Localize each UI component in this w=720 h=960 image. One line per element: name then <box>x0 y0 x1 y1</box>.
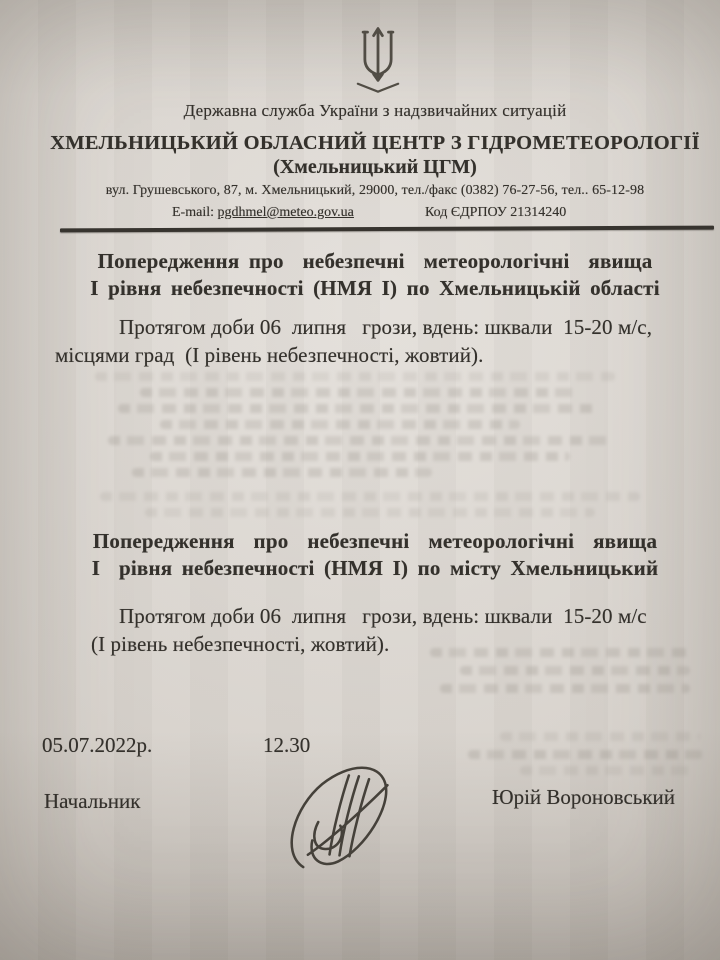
agency-name: Державна служба України з надзвичайних ситуацій <box>183 101 567 120</box>
signer-position: Начальник <box>44 789 141 813</box>
bleedthrough-line <box>150 452 570 461</box>
email-address: pgdhmel@meteo.gov.ua <box>217 205 354 220</box>
organization-address: вул. Грушевського, 87, м. Хмельницький, 29000, тел./факс (0382) 76-27-56, тел.. 65-12-98 <box>105 183 645 198</box>
oblast-warning-body-line2: місцями град (І рівень небезпечності, жовтий). <box>55 343 484 367</box>
organization-name: ХМЕЛЬНИЦЬКИЙ ОБЛАСНИЙ ЦЕНТР З ГІДРОМЕТЕОРОЛОГІЇ <box>50 132 700 154</box>
city-warning-heading-line1: Попередження про небезпечні метеорологічні явища <box>92 529 658 553</box>
oblast-warning-heading-line2: І рівня небезпечності (НМЯ І) по Хмельницькій області <box>90 276 660 300</box>
bleedthrough-line <box>95 372 615 381</box>
email-line <box>172 205 354 221</box>
bleedthrough-line <box>140 388 580 397</box>
city-warning-body-line1: Протягом доби 06 липня грози, вдень: шквали 15-20 м/с <box>119 604 647 628</box>
bleedthrough-line <box>118 404 598 413</box>
bleedthrough-line <box>460 666 690 675</box>
oblast-warning-heading-line1: Попередження про небезпечні метеорологічні явища <box>97 249 653 273</box>
bleedthrough-line <box>440 684 690 693</box>
handwritten-signature-icon <box>267 752 429 875</box>
issue-date: 05.07.2022р. <box>42 733 153 757</box>
ukraine-tryzub-icon <box>350 26 406 96</box>
email-label: E-mail: <box>172 205 218 220</box>
city-warning-heading-line2: І рівня небезпечності (НМЯ І) по місту Хмельницький <box>91 556 659 580</box>
signer-name: Юрій Вороновський <box>492 785 676 809</box>
organization-short-name: (Хмельницький ЦГМ) <box>273 156 477 178</box>
bleedthrough-line <box>500 732 700 741</box>
bleedthrough-line <box>132 468 432 477</box>
header-divider-line <box>60 226 714 233</box>
bleedthrough-line <box>520 766 690 775</box>
bleedthrough-line <box>160 420 520 429</box>
bleedthrough-line <box>100 492 640 501</box>
bleedthrough-line <box>145 508 595 517</box>
city-warning-body-line2: (І рівень небезпечності, жовтий). <box>91 632 390 656</box>
oblast-warning-body-line1: Протягом доби 06 липня грози, вдень: шквали 15-20 м/с, <box>119 315 653 339</box>
edrpou-code: Код ЄДРПОУ 21314240 <box>425 205 567 220</box>
bleedthrough-line <box>108 436 613 445</box>
issue-time: 12.30 <box>263 733 311 757</box>
bleedthrough-line <box>468 750 703 759</box>
